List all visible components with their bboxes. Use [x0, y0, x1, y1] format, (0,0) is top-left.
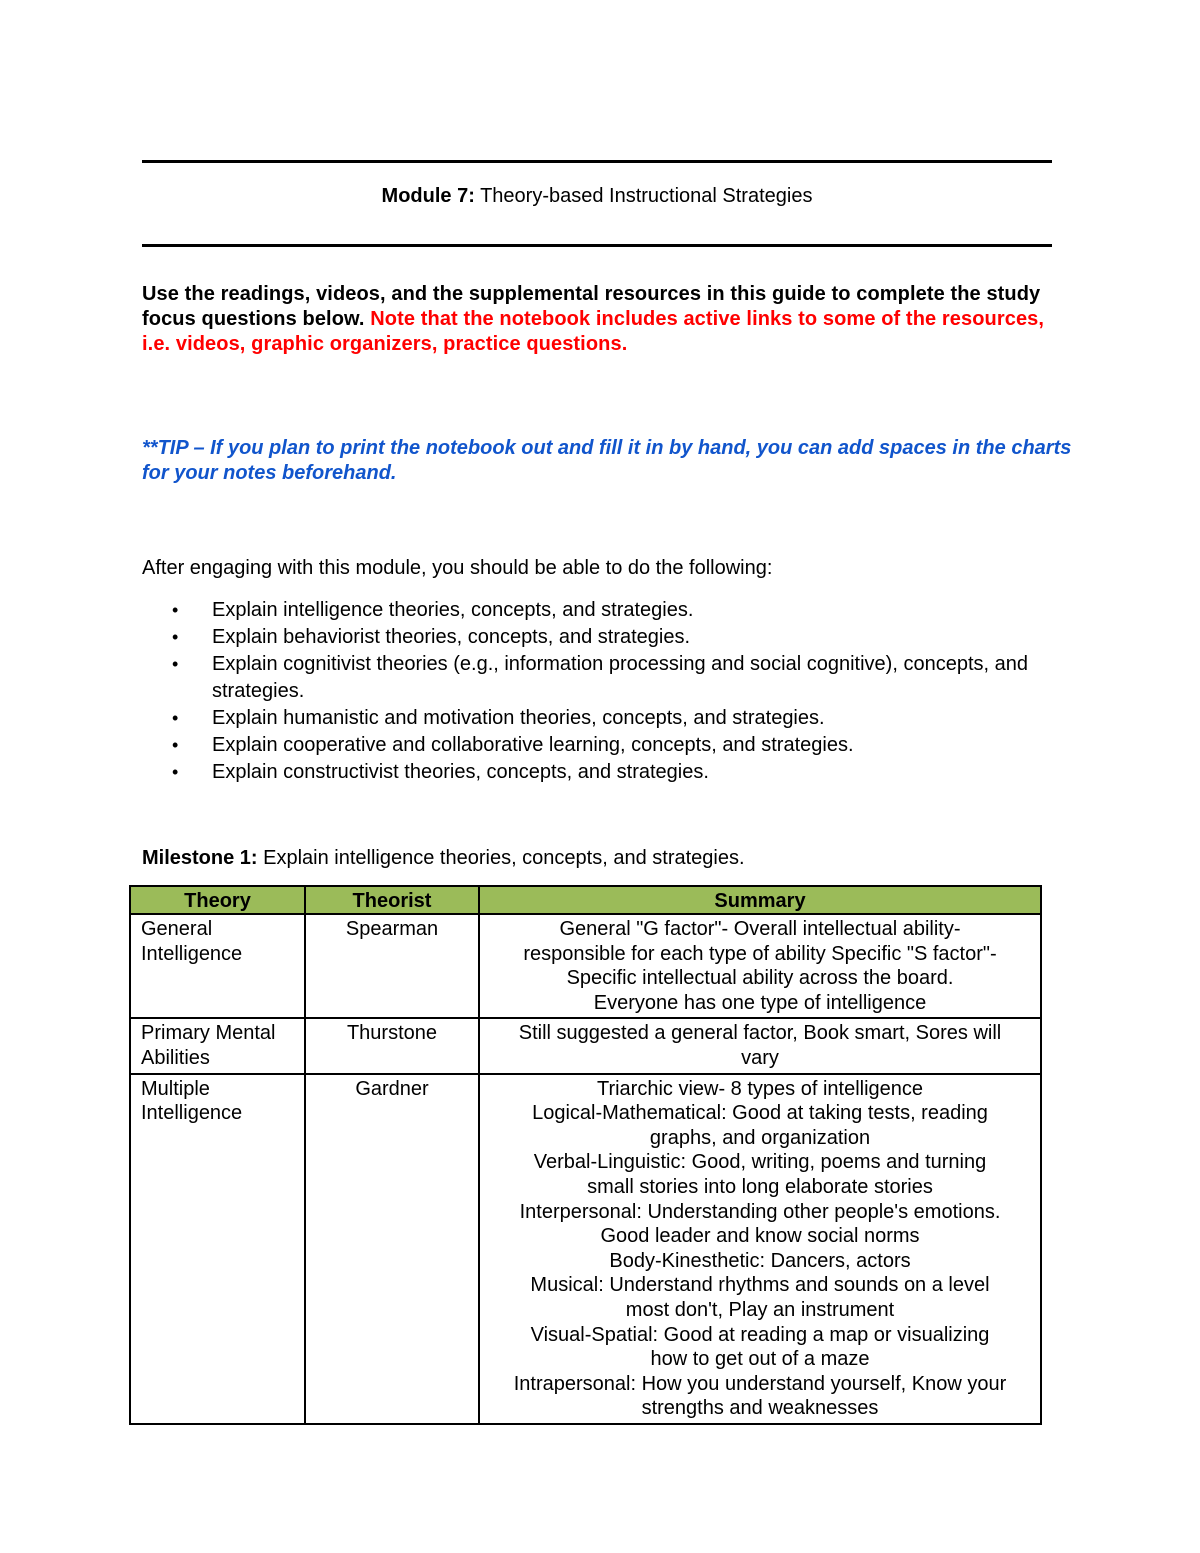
bullet-icon: • [172, 600, 179, 620]
bullet-icon: • [172, 735, 179, 755]
objectives-intro: After engaging with this module, you should be able to do the following: [142, 557, 773, 579]
objective-item: • Explain behaviorist theories, concepts, and strategies. [142, 624, 1072, 651]
objective-item: • Explain humanistic and motivation theories, concepts, and strategies. [142, 705, 1072, 732]
bullet-icon: • [172, 654, 179, 674]
table-row [130, 914, 1041, 1018]
theorist-cell: Gardner [305, 1074, 479, 1424]
bullet-icon: • [172, 627, 179, 647]
theories-table [129, 885, 1042, 1425]
objective-item: • Explain constructivist theories, concepts, and strategies. [142, 759, 1072, 786]
objectives-list [142, 597, 1072, 786]
header-summary: Summary [479, 886, 1041, 914]
theory-cell: Primary Mental Abilities [130, 1018, 305, 1073]
summary-cell: Triarchic view- 8 types of intelligence Logical-Mathematical: Good at taking tests, reading graphs, and organization Verbal-Linguistic: Good, writing, poems and turning small stories into long elaborate stories Interpersonal: Understanding other people's emotions. Good leader and know social norms Body-Kinesthetic: Dancers, actors Musical: Understand rhythms and sounds on a level most don't, Play an instrument Visual-Spatial: Good at reading a map or visualizing how to get out of a maze Intrapersonal: How you understand yourself, Know your strengths and weaknesses [479, 1074, 1041, 1424]
module-title [142, 184, 1052, 208]
milestone-label: Milestone 1: [142, 847, 258, 869]
theorist-cell: Spearman [305, 914, 479, 1018]
theory-cell: Multiple Intelligence [130, 1074, 305, 1424]
header-theory: Theory [130, 886, 305, 914]
instructions-note: Note that the notebook includes active links to some of the resources, i.e. videos, graphic organizers, practice questions. [142, 308, 1045, 355]
table-row [130, 1018, 1041, 1073]
bullet-icon: • [172, 708, 179, 728]
milestone-heading [142, 846, 1072, 870]
theory-cell: General Intelligence [130, 914, 305, 1018]
objective-item: • Explain cognitivist theories (e.g., information processing and social cognitive), concepts, and strategies. [172, 653, 1028, 702]
top-divider [142, 160, 1052, 163]
module-label: Module 7: [381, 185, 475, 207]
header-theorist: Theorist [305, 886, 479, 914]
module-name: Theory-based Instructional Strategies [474, 185, 813, 207]
summary-cell: General "G factor"- Overall intellectual ability- responsible for each type of ability Specific "S factor"- Specific intellectual ability across the board. Everyone has one type of intelligence [479, 914, 1041, 1018]
objective-item: • Explain cooperative and collaborative learning, concepts, and strategies. [142, 732, 1072, 759]
bottom-divider [142, 244, 1052, 247]
theorist-cell: Thurstone [305, 1018, 479, 1073]
instructions [142, 282, 1072, 357]
summary-cell: Still suggested a general factor, Book smart, Sores will vary [479, 1018, 1041, 1073]
instructions-text: Use the readings, videos, and the supplemental resources in this guide to complete the study focus questions below. [142, 283, 1041, 330]
table-row [130, 1074, 1041, 1424]
tip-text: **TIP – If you plan to print the notebook out and fill it in by hand, you can add spaces in the charts for your notes beforehand. [142, 437, 1072, 484]
objective-item: • Explain intelligence theories, concepts, and strategies. [142, 597, 1072, 624]
bullet-icon: • [172, 762, 179, 782]
table-header-row [130, 886, 1041, 914]
milestone-text: Explain intelligence theories, concepts, and strategies. [257, 847, 745, 869]
